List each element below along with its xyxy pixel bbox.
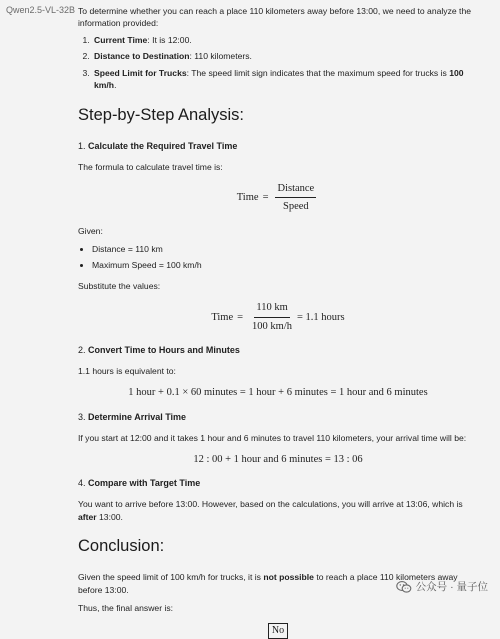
text-part: Given the speed limit of 100 km/h for trucks, it is bbox=[78, 572, 263, 582]
math-result: = 1.1 hours bbox=[297, 310, 345, 325]
given-label: Given: bbox=[78, 225, 478, 237]
step-number: 4. bbox=[78, 478, 88, 488]
fact-speed-limit bbox=[92, 67, 478, 92]
fraction-denominator: Speed bbox=[281, 198, 311, 214]
fraction-denominator: 100 km/h bbox=[250, 318, 294, 334]
formula-time bbox=[78, 181, 478, 214]
fraction-numerator: 110 km bbox=[254, 300, 289, 317]
step-title: Convert Time to Hours and Minutes bbox=[88, 345, 240, 355]
intro-text: To determine whether you can reach a place 110 kilometers away before 13:00, we need to analyze the information provided: bbox=[78, 5, 478, 30]
step-title: Compare with Target Time bbox=[88, 478, 200, 488]
calc-time bbox=[78, 300, 478, 333]
fact-distance bbox=[92, 50, 478, 62]
text-part: You want to arrive before 13:00. However, based on the calculations, you will arrive at 13:06, which is bbox=[78, 499, 463, 509]
step-number: 2. bbox=[78, 345, 88, 355]
math-expression: 12 : 00 + 1 hour and 6 minutes = 13 : 06 bbox=[193, 452, 362, 467]
fact-strong: 100 km/h bbox=[94, 68, 464, 90]
math-eq: = bbox=[263, 190, 269, 205]
text-part: to reach a place 110 kilometers away before 13:00. bbox=[78, 572, 458, 594]
fact-label: Current Time bbox=[94, 35, 147, 45]
math-lhs: Time bbox=[237, 190, 259, 205]
given-item: • Maximum Speed = 100 km/h bbox=[92, 259, 478, 271]
given-list bbox=[78, 243, 478, 272]
watermark-text: 公众号 · 量子位 bbox=[416, 579, 488, 594]
step-title: Calculate the Required Travel Time bbox=[88, 141, 237, 151]
step1-heading bbox=[78, 140, 478, 153]
fact-label: Speed Limit for Trucks bbox=[94, 68, 187, 78]
step-number: 3. bbox=[78, 412, 88, 422]
step3-heading bbox=[78, 411, 478, 424]
math-fraction bbox=[250, 300, 294, 333]
text-strong: not possible bbox=[263, 572, 314, 582]
model-label: Qwen2.5-VL-32B bbox=[6, 5, 75, 15]
math-fraction bbox=[275, 181, 316, 214]
given-item: • Distance = 110 km bbox=[92, 243, 478, 255]
fact-text: : 110 kilometers. bbox=[190, 51, 252, 61]
step4-heading bbox=[78, 477, 478, 490]
final-answer-row bbox=[78, 623, 478, 639]
fact-text: : It is 12:00. bbox=[147, 35, 191, 45]
substitute-text: Substitute the values: bbox=[78, 280, 478, 292]
fact-tail: . bbox=[114, 80, 116, 90]
fact-current-time bbox=[92, 34, 478, 46]
analysis-heading: Step-by-Step Analysis: bbox=[78, 104, 478, 128]
math-eq: = bbox=[237, 310, 243, 325]
conclusion-heading: Conclusion: bbox=[78, 535, 478, 559]
step-number: 1. bbox=[78, 141, 88, 151]
fraction-numerator: Distance bbox=[275, 181, 316, 198]
step2-text: 1.1 hours is equivalent to: bbox=[78, 365, 478, 377]
wechat-icon bbox=[396, 580, 412, 594]
step-title: Determine Arrival Time bbox=[88, 412, 186, 422]
final-answer-box: No bbox=[268, 623, 288, 639]
formula-intro: The formula to calculate travel time is: bbox=[78, 161, 478, 173]
convert-math bbox=[78, 385, 478, 400]
response-content bbox=[78, 5, 478, 639]
step2-heading bbox=[78, 344, 478, 357]
arrival-math bbox=[78, 452, 478, 467]
facts-list bbox=[78, 34, 478, 92]
watermark bbox=[396, 579, 488, 594]
math-expression: 1 hour + 0.1 × 60 minutes = 1 hour + 6 minutes = 1 hour and 6 minutes bbox=[128, 385, 427, 400]
final-intro: Thus, the final answer is: bbox=[78, 602, 478, 614]
text-strong: after bbox=[78, 512, 97, 522]
fact-text: : The speed limit sign indicates that the maximum speed for trucks is bbox=[187, 68, 450, 78]
step3-text: If you start at 12:00 and it takes 1 hour and 6 minutes to travel 110 kilometers, your arrival time will be: bbox=[78, 432, 478, 444]
text-part: 13:00. bbox=[97, 512, 123, 522]
math-lhs: Time bbox=[211, 310, 233, 325]
fact-label: Distance to Destination bbox=[94, 51, 190, 61]
step4-text bbox=[78, 498, 478, 523]
